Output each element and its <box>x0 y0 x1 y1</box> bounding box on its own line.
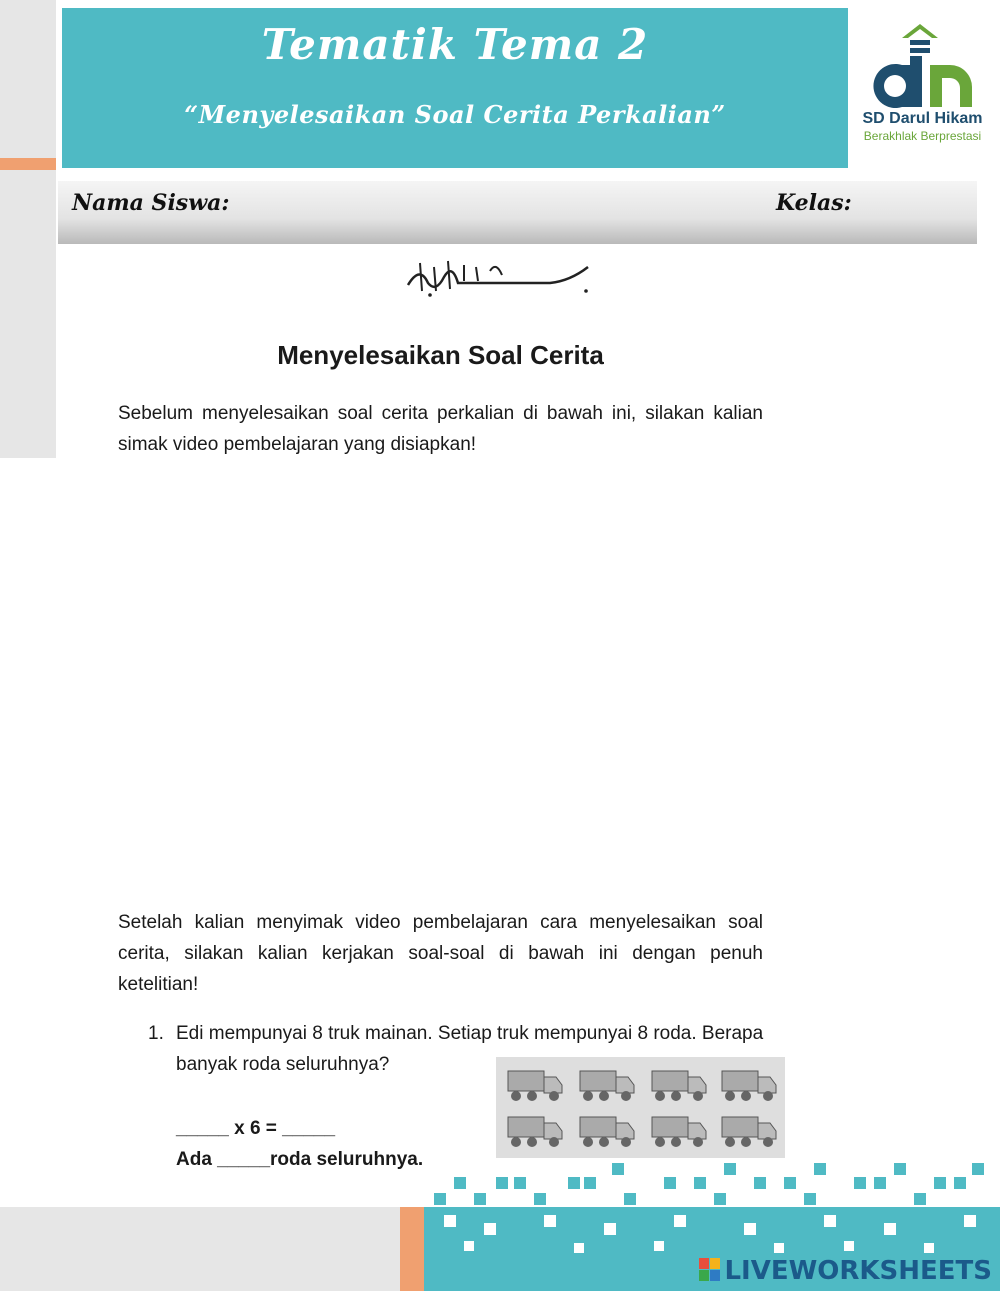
footer-decoration <box>0 1207 400 1291</box>
intro-text: Sebelum menyelesaikan soal cerita perkalian di bawah ini, silakan kalian simak video pembelajaran yang disiapkan! <box>118 403 763 455</box>
truck-icon <box>576 1065 638 1105</box>
liveworksheets-logo-icon <box>699 1258 721 1282</box>
section-title: Menyelesaikan Soal Cerita <box>277 340 604 370</box>
class-label: Kelas: <box>776 190 852 216</box>
question-text: Edi mempunyai 8 truk mainan. Setiap truk mempunyai 8 roda. Berapa banyak roda seluruhnya? <box>176 1023 764 1075</box>
question-equation[interactable]: _____ x 6 = _____ <box>176 1118 336 1139</box>
truck-icon <box>504 1065 566 1105</box>
trucks-illustration <box>496 1057 785 1158</box>
side-decoration <box>0 0 56 458</box>
page-subtitle: “Menyelesaikan Soal Cerita Perkalian” <box>184 100 726 129</box>
truck-icon <box>504 1111 566 1151</box>
question-answer-line[interactable]: Ada _____roda seluruhnya. <box>176 1149 424 1170</box>
liveworksheets-brand[interactable]: LIVEWORKSHEETS <box>724 1256 992 1286</box>
truck-icon <box>718 1065 780 1105</box>
school-name: SD Darul Hikam <box>862 110 983 127</box>
page-title: Tematik Tema 2 <box>261 20 649 69</box>
question-number: 1. <box>148 1023 164 1044</box>
basmalah-calligraphy-icon <box>400 255 600 300</box>
truck-icon <box>648 1111 710 1151</box>
footer-accent <box>400 1207 424 1291</box>
school-tagline: Berakhlak Berprestasi <box>863 129 982 143</box>
student-name-label: Nama Siswa: <box>72 190 230 216</box>
truck-icon <box>648 1065 710 1105</box>
truck-icon <box>576 1111 638 1151</box>
truck-icon <box>718 1111 780 1151</box>
instruction-text: Setelah kalian menyimak video pembelajaran cara menyelesaikan soal cerita, silakan kalian kerjakan soal-soal di bawah ini dengan penuh ketelitian! <box>118 912 763 995</box>
side-accent <box>0 158 56 170</box>
